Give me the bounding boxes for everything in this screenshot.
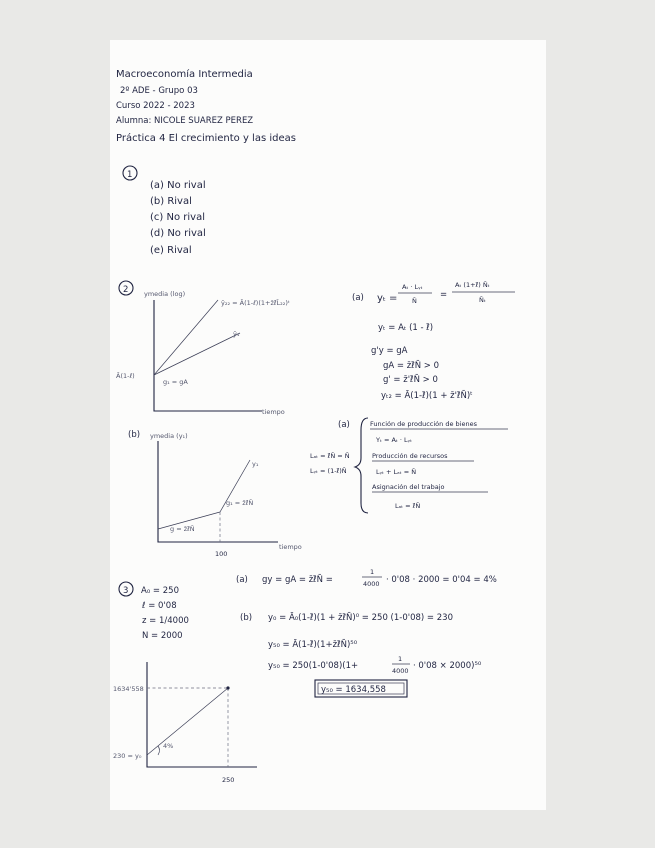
q3-given: N = 2000 (142, 631, 183, 641)
q1-item: (e) Rival (150, 245, 192, 256)
question-2 (116, 280, 515, 558)
q2a-eq6: yₜ₂ = Ā(1-ℓ̄)(1 + z̄'ℓ̄N̄)ᵗ (381, 391, 473, 401)
q3b-eq2: y₅₀ = Ā(1-ℓ̄)(1+z̄ℓ̄N̄)⁵⁰ (268, 640, 358, 650)
graph-a-upper-line (154, 300, 218, 375)
q1-item: (b) Rival (150, 196, 192, 207)
group-line: 2º ADE - Grupo 03 (120, 86, 198, 96)
question-1 (123, 166, 206, 256)
q2-graph-b (128, 430, 302, 558)
q3-graph-top-label: 1634'558 (113, 685, 144, 693)
q2a-eq1-eq: = (440, 290, 448, 300)
answer-value: y₅₀ = 1634,558 (321, 685, 386, 695)
q2a-eq1-den: N̄ (412, 297, 417, 305)
q2a-eq2: yₜ = Aₜ (1 - ℓ̄) (378, 323, 434, 333)
q2a-eq5: g' = z̄'ℓ̄N̄ > 0 (383, 375, 438, 385)
q2b-brace (355, 418, 368, 513)
q3-graph-tick: 250 (222, 776, 235, 784)
graph-a-lower-line (154, 333, 240, 375)
q3-given: z = 1/4000 (142, 616, 189, 626)
graph-b-line-label: y₁ (252, 460, 259, 468)
graph-a-ylabel: ymedia (log) (144, 290, 186, 298)
q3-graph-line (147, 688, 228, 755)
q2b-head3: Asignación del trabajo (372, 483, 445, 491)
q3a-eq: gy = gA = z̄ℓ̄N̄ = (262, 575, 333, 585)
q2-part-a (352, 280, 515, 401)
q2a-eq1-num2: Aₜ (1+ℓ̄) N̄ₜ (455, 281, 490, 289)
q3b-eq3a: y₅₀ = 250(1-0'08)(1+ (268, 661, 359, 671)
graph-b-xlabel: tiempo (279, 543, 302, 551)
q2a-label: (a) (352, 293, 364, 303)
graph-b-old-growth: g = z̄ℓ̄N̄ (170, 525, 195, 533)
q1-number: 1 (127, 170, 133, 180)
q3b-eq3b: · 0'08 × 2000)⁵⁰ (413, 661, 482, 671)
q3-given: A₀ = 250 (141, 586, 179, 596)
q3-graph-point (226, 686, 229, 689)
q3-number: 3 (123, 586, 129, 596)
q3b-frac-num: 1 (398, 655, 403, 663)
q3-graph-angle-arc (158, 746, 160, 755)
graph-b-tick: 100 (215, 550, 228, 558)
q2b-head1: Función de producción de bienes (370, 420, 477, 428)
graph-a-upper-label: ȳ₂₂ = Ā(1-ℓ)(1+z̄ℓ̄L̄₂₂)ᵗ (221, 299, 290, 307)
q2b-head2: Producción de recursos (372, 452, 448, 460)
year-line: Curso 2022 - 2023 (116, 101, 195, 111)
q3b-frac-den: 4000 (392, 667, 409, 675)
q2b-left2: Lᵧₜ = (1-ℓ̄)N̄ (310, 467, 347, 475)
q3a-frac-num: 1 (370, 568, 375, 576)
graph-a-xlabel: tiempo (262, 408, 285, 416)
student-line: Alumna: NICOLE SUAREZ PEREZ (116, 116, 254, 126)
q2a-eq1-den2: N̄ₜ (479, 296, 486, 304)
q3-graph-slope-label: 4% (163, 742, 174, 750)
q1-item: (a) No rival (150, 180, 206, 191)
q3-graph-axes (147, 662, 257, 767)
question-3 (113, 568, 497, 784)
q2b-left1: Lₐₜ = ℓ̄N̄ = N̄ (310, 452, 350, 460)
q3-graph (113, 662, 257, 784)
q2a-eq4: gA = z̄ℓ̄N̄ > 0 (383, 361, 440, 371)
q3a-rest: · 0'08 · 2000 = 0'04 = 4% (386, 575, 497, 585)
q2-part-b (310, 418, 508, 513)
q2b-label: (a) (338, 420, 350, 430)
q2b-eq2: Lᵧₜ + Lₐₜ = N̄ (376, 468, 417, 476)
q2a-eq1-lhs: yₜ = (377, 293, 398, 304)
q3b-eq1: y₀ = Ā₀(1-ℓ̄)(1 + z̄ℓ̄N̄)⁰ = 250 (1-0'08) = 230 (268, 613, 453, 623)
q1-item: (d) No rival (150, 228, 206, 239)
practice-line: Práctica 4 El crecimiento y las ideas (116, 133, 296, 144)
graph-b-ylabel: ymedia (y₁) (150, 432, 188, 440)
graph-a-lower-label: ȳ₁ (233, 330, 240, 338)
course-title: Macroeconomía Intermedia (116, 69, 253, 80)
graph-a-growth-label: g₁ = gA (163, 378, 188, 386)
q3a-label: (a) (236, 575, 248, 585)
graph-a-start-label: Ā(1-ℓ) (116, 372, 135, 380)
q3b-label: (b) (240, 613, 253, 623)
q3a-frac-den: 4000 (363, 580, 380, 588)
q2b-eq3: Lₐₜ = ℓ̄N̄ (395, 502, 421, 510)
q3-graph-bottom-label: 230 = y₀ (113, 752, 142, 760)
graph-b-new-growth: g₁ = z̄ℓ̄N̄ (226, 499, 254, 507)
q1-item: (c) No rival (150, 212, 205, 223)
q2-graph-a (116, 290, 290, 416)
q2-number: 2 (123, 285, 129, 295)
q2b-eq1: Yₜ = Aₜ · Lᵧₜ (376, 436, 412, 444)
q2a-eq3: g'y = gA (371, 346, 408, 356)
q3-given: ℓ = 0'08 (142, 601, 177, 611)
q2a-eq1-num: Aₜ · Lᵧₜ (402, 283, 423, 291)
header (116, 68, 296, 144)
graph-b-side-label: (b) (128, 430, 141, 440)
